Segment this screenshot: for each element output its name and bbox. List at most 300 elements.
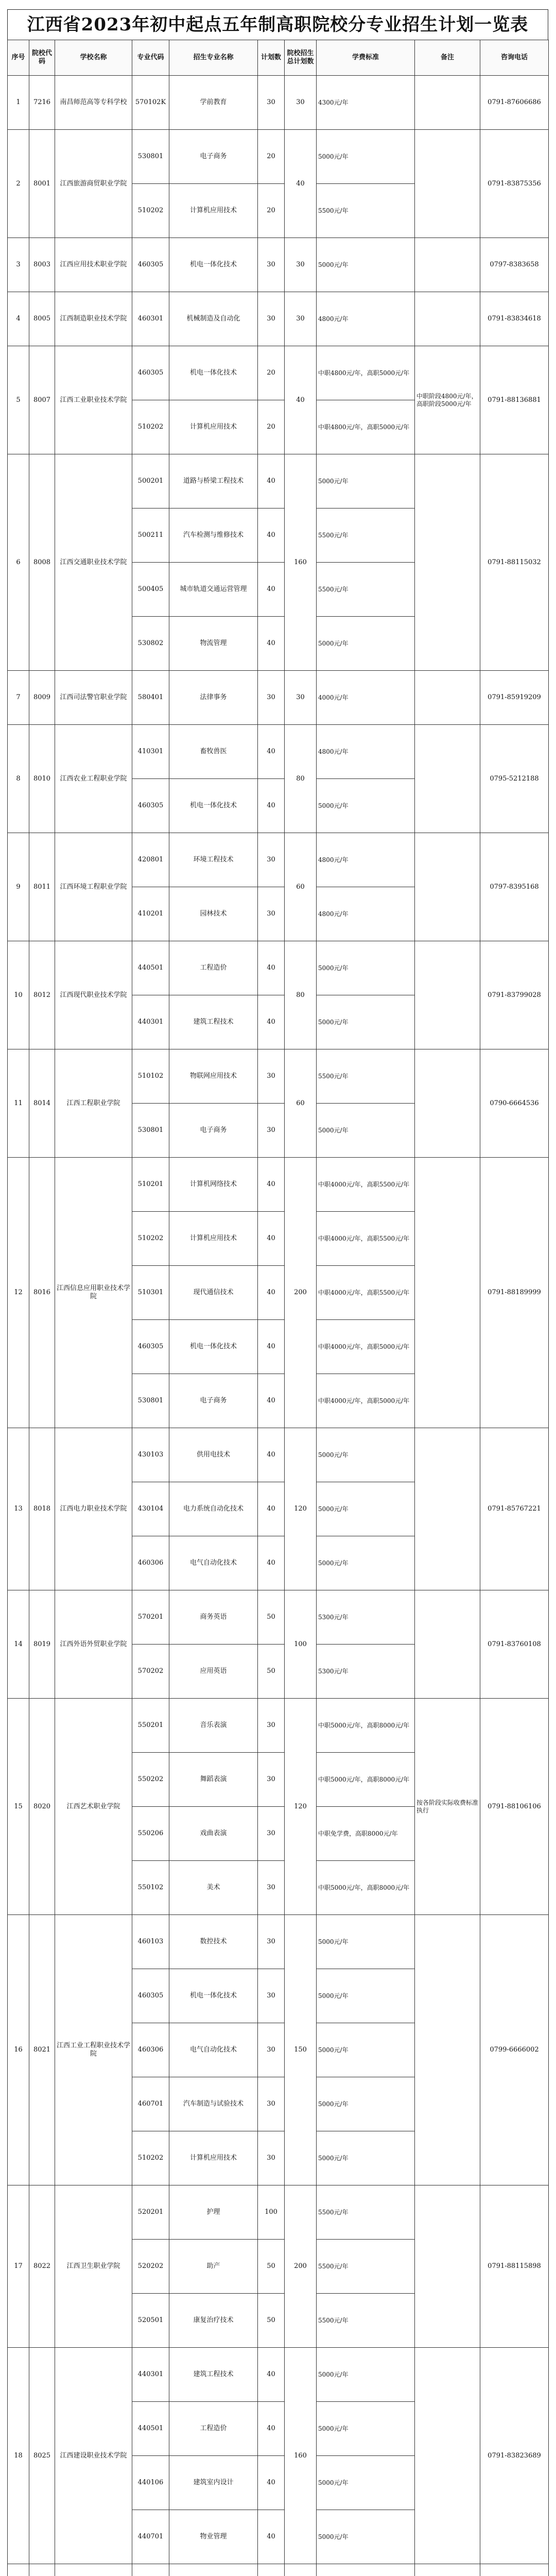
school-number-cell: 2	[8, 130, 29, 238]
major-name-cell: 汽车检测与维修技术	[169, 509, 258, 563]
major-code-cell: 440501	[132, 2402, 169, 2456]
school-total-cell: 160	[285, 454, 317, 671]
major-name-cell: 数控技术	[169, 1915, 258, 1969]
plan-count-cell: 30	[258, 1969, 285, 2023]
tuition-cell: 5000元/年	[317, 2077, 415, 2131]
table-row	[8, 1915, 549, 1969]
major-name-cell: 音乐表演	[169, 1699, 258, 1753]
school-code-cell: 8003	[29, 238, 55, 292]
major-name-cell: 应用英语	[169, 1645, 258, 1699]
plan-count-cell: 30	[258, 2131, 285, 2185]
plan-count-cell: 40	[258, 1212, 285, 1266]
plan-count-cell: 30	[258, 887, 285, 941]
phone-cell: 0791-85767221	[480, 1428, 549, 1590]
school-code-cell: 8020	[29, 1699, 55, 1915]
school-total-cell: 120	[285, 1699, 317, 1915]
plan-count-cell: 40	[258, 2510, 285, 2564]
major-code-cell: 510202	[132, 2131, 169, 2185]
major-name-cell: 计算机应用技术	[169, 1212, 258, 1266]
plan-count-cell: 30	[258, 1753, 285, 1807]
tuition-cell: 5000元/年	[317, 617, 415, 671]
major-name-cell: 护理	[169, 2185, 258, 2240]
tuition-cell: 中职4800元/年，高职5000元/年	[317, 400, 415, 454]
major-code-cell: 530802	[132, 617, 169, 671]
school-code-cell: 8019	[29, 1590, 55, 1699]
major-name-cell: 电力系统自动化技术	[169, 1482, 258, 1536]
tuition-cell: 5000元/年	[317, 2348, 415, 2402]
major-name-cell: 建筑工程技术	[169, 2348, 258, 2402]
tuition-cell: 4000元/年	[317, 671, 415, 725]
major-name-cell: 机电一体化技术	[169, 346, 258, 400]
plan-count-cell: 30	[258, 833, 285, 887]
plan-count-cell: 20	[258, 400, 285, 454]
school-number-cell: 11	[8, 1049, 29, 1158]
phone-cell: 0790-6664536	[480, 1049, 549, 1158]
table-row	[8, 2185, 549, 2240]
school-total-cell: 160	[285, 2348, 317, 2564]
plan-count-cell: 30	[258, 1861, 285, 1915]
major-name-cell: 电子商务	[169, 1104, 258, 1158]
table-row	[8, 1590, 549, 1645]
school-code-cell: 8012	[29, 941, 55, 1049]
plan-count-cell: 40	[258, 725, 285, 779]
school-name-cell: 江西外语外贸职业学院	[55, 1590, 132, 1699]
phone-cell: 0799-6666002	[480, 1915, 549, 2185]
major-code-cell: 500201	[132, 454, 169, 509]
school-name-cell: 江西工业工程职业技术学院	[55, 1915, 132, 2185]
major-code-cell: 440106	[132, 2456, 169, 2510]
school-code-cell: 7216	[29, 76, 55, 130]
school-number-cell: 6	[8, 454, 29, 671]
school-total-cell: 40	[285, 130, 317, 238]
plan-count-cell: 40	[258, 2456, 285, 2510]
tuition-cell: 中职4000元/年，高职5500元/年	[317, 1266, 415, 1320]
phone-cell: 0791-83834618	[480, 292, 549, 346]
major-code-cell: 550206	[132, 1807, 169, 1861]
major-name-cell: 环境工程技术	[169, 833, 258, 887]
major-code-cell: 460305	[132, 1969, 169, 2023]
table-row	[8, 346, 549, 400]
plan-count-cell: 40	[258, 779, 285, 833]
major-code-cell: 460103	[132, 1915, 169, 1969]
major-name-cell: 电气自动化技术	[169, 1536, 258, 1590]
plan-count-cell: 30	[258, 671, 285, 725]
school-number-cell: 10	[8, 941, 29, 1049]
tuition-cell: 5500元/年	[317, 2240, 415, 2294]
tuition-cell: 4300元/年	[317, 76, 415, 130]
school-code-cell: 8018	[29, 1428, 55, 1590]
school-name-cell	[55, 2564, 132, 2576]
plan-count-cell: 40	[258, 1482, 285, 1536]
remark-cell	[415, 941, 480, 1049]
major-name-cell: 电子商务	[169, 130, 258, 184]
school-name-cell: 江西环境工程职业学院	[55, 833, 132, 941]
table-header-row	[8, 40, 549, 76]
school-code-cell: 8021	[29, 1915, 55, 2185]
school-name-cell: 江西司法警官职业学院	[55, 671, 132, 725]
plan-count-cell	[258, 2564, 285, 2576]
major-code-cell: 410301	[132, 725, 169, 779]
plan-count-cell: 30	[258, 292, 285, 346]
tuition-cell: 中职4000元/年，高职5500元/年	[317, 1158, 415, 1212]
table-row	[8, 671, 549, 725]
school-name-cell: 南昌师范高等专科学校	[55, 76, 132, 130]
school-number-cell: 14	[8, 1590, 29, 1699]
school-total-cell: 40	[285, 346, 317, 454]
plan-count-cell: 50	[258, 2240, 285, 2294]
major-code-cell: 520201	[132, 2185, 169, 2240]
tuition-cell: 中职免学费，高职8000元/年	[317, 1807, 415, 1861]
tuition-cell: 4800元/年	[317, 292, 415, 346]
major-code-cell: 550201	[132, 1699, 169, 1753]
table-row	[8, 130, 549, 184]
table-row	[8, 76, 549, 130]
tuition-cell: 5500元/年	[317, 509, 415, 563]
major-code-cell: 460306	[132, 1536, 169, 1590]
major-name-cell: 机电一体化技术	[169, 779, 258, 833]
phone-cell: 0791-88136881	[480, 346, 549, 454]
tuition-cell: 5000元/年	[317, 995, 415, 1049]
major-name-cell	[169, 2564, 258, 2576]
tuition-cell: 5000元/年	[317, 1969, 415, 2023]
tuition-cell: 5300元/年	[317, 1645, 415, 1699]
remark-cell	[415, 2564, 480, 2576]
major-name-cell: 工程造价	[169, 941, 258, 995]
school-number-cell	[8, 2564, 29, 2576]
enrollment-plan-table	[7, 40, 549, 2576]
plan-count-cell: 40	[258, 1374, 285, 1428]
school-total-cell: 120	[285, 1428, 317, 1590]
remark-cell: 按各阶段实际收费标准执行	[415, 1699, 480, 1915]
remark-cell	[415, 725, 480, 833]
tuition-cell: 中职5000元/年，高职8000元/年	[317, 1699, 415, 1753]
plan-count-cell: 30	[258, 2023, 285, 2077]
major-name-cell: 供用电技术	[169, 1428, 258, 1482]
major-code-cell: 420801	[132, 833, 169, 887]
document-title: 江西省2023年初中起点五年制高职院校分专业招生计划一览表	[7, 9, 548, 40]
header-cell: 计划数	[258, 40, 285, 76]
phone-cell: 0791-88115898	[480, 2185, 549, 2348]
school-number-cell: 18	[8, 2348, 29, 2564]
tuition-cell: 5000元/年	[317, 1536, 415, 1590]
school-number-cell: 4	[8, 292, 29, 346]
phone-cell: 0795-5212188	[480, 725, 549, 833]
header-cell: 序号	[8, 40, 29, 76]
school-code-cell	[29, 2564, 55, 2576]
school-name-cell: 江西旅游商贸职业学院	[55, 130, 132, 238]
phone-cell: 0797-8395168	[480, 833, 549, 941]
major-code-cell: 510202	[132, 1212, 169, 1266]
remark-cell	[415, 1915, 480, 2185]
tuition-cell: 5000元/年	[317, 1482, 415, 1536]
remark-cell	[415, 130, 480, 238]
major-name-cell: 物业管理	[169, 2510, 258, 2564]
major-code-cell: 520202	[132, 2240, 169, 2294]
plan-count-cell: 40	[258, 1320, 285, 1374]
school-name-cell: 江西应用技术职业学院	[55, 238, 132, 292]
header-cell: 专业代码	[132, 40, 169, 76]
major-name-cell: 建筑室内设计	[169, 2456, 258, 2510]
major-name-cell: 计算机应用技术	[169, 400, 258, 454]
phone-cell: 0791-83823689	[480, 2348, 549, 2564]
school-total-cell: 60	[285, 833, 317, 941]
tuition-cell: 中职4000元/年，高职5000元/年	[317, 1320, 415, 1374]
major-name-cell: 畜牧兽医	[169, 725, 258, 779]
tuition-cell: 5000元/年	[317, 1104, 415, 1158]
school-code-cell: 8001	[29, 130, 55, 238]
major-code-cell: 460305	[132, 238, 169, 292]
plan-count-cell: 40	[258, 454, 285, 509]
tuition-cell: 5000元/年	[317, 1915, 415, 1969]
major-code-cell: 570201	[132, 1590, 169, 1645]
major-name-cell: 机电一体化技术	[169, 1320, 258, 1374]
major-name-cell: 法律事务	[169, 671, 258, 725]
major-name-cell: 园林技术	[169, 887, 258, 941]
table-row	[8, 2564, 549, 2576]
major-code-cell: 510202	[132, 400, 169, 454]
phone-cell: 0791-85919209	[480, 671, 549, 725]
tuition-cell: 5000元/年	[317, 1428, 415, 1482]
major-code-cell: 580401	[132, 671, 169, 725]
plan-count-cell: 30	[258, 1699, 285, 1753]
major-code-cell: 440301	[132, 2348, 169, 2402]
school-name-cell: 江西农业工程职业学院	[55, 725, 132, 833]
major-name-cell: 城市轨道交通运营管理	[169, 563, 258, 617]
tuition-cell: 5500元/年	[317, 184, 415, 238]
major-code-cell	[132, 2564, 169, 2576]
plan-count-cell: 30	[258, 1049, 285, 1104]
tuition-cell: 4800元/年	[317, 725, 415, 779]
tuition-cell	[317, 2564, 415, 2576]
school-code-cell: 8022	[29, 2185, 55, 2348]
tuition-cell: 5000元/年	[317, 2456, 415, 2510]
school-number-cell: 12	[8, 1158, 29, 1428]
major-code-cell: 510102	[132, 1049, 169, 1104]
table-row	[8, 725, 549, 779]
major-name-cell: 戏曲表演	[169, 1807, 258, 1861]
phone-cell: 0791-83760108	[480, 1590, 549, 1699]
tuition-cell: 5500元/年	[317, 2185, 415, 2240]
header-cell: 学费标准	[317, 40, 415, 76]
school-number-cell: 1	[8, 76, 29, 130]
table-row	[8, 1428, 549, 1482]
tuition-cell: 5000元/年	[317, 2023, 415, 2077]
major-code-cell: 500405	[132, 563, 169, 617]
table-row	[8, 238, 549, 292]
header-cell: 备注	[415, 40, 480, 76]
header-cell: 招生专业名称	[169, 40, 258, 76]
major-code-cell: 460305	[132, 779, 169, 833]
school-name-cell: 江西卫生职业学院	[55, 2185, 132, 2348]
major-name-cell: 电气自动化技术	[169, 2023, 258, 2077]
header-cell: 学校名称	[55, 40, 132, 76]
tuition-cell: 5000元/年	[317, 779, 415, 833]
school-number-cell: 3	[8, 238, 29, 292]
plan-count-cell: 30	[258, 1807, 285, 1861]
tuition-cell: 5000元/年	[317, 2510, 415, 2564]
phone-cell: 0797-8383658	[480, 238, 549, 292]
remark-cell	[415, 1049, 480, 1158]
major-name-cell: 物流管理	[169, 617, 258, 671]
plan-count-cell: 40	[258, 509, 285, 563]
phone-cell: 0791-87606686	[480, 76, 549, 130]
document-page	[7, 9, 548, 2576]
school-number-cell: 5	[8, 346, 29, 454]
major-code-cell: 510201	[132, 1158, 169, 1212]
major-code-cell: 410201	[132, 887, 169, 941]
school-code-cell: 8011	[29, 833, 55, 941]
major-code-cell: 530801	[132, 130, 169, 184]
tuition-cell: 5000元/年	[317, 454, 415, 509]
plan-count-cell: 20	[258, 184, 285, 238]
major-name-cell: 现代通信技术	[169, 1266, 258, 1320]
plan-count-cell: 40	[258, 2402, 285, 2456]
table-row	[8, 1699, 549, 1753]
plan-count-cell: 20	[258, 130, 285, 184]
major-code-cell: 460701	[132, 2077, 169, 2131]
major-name-cell: 计算机应用技术	[169, 184, 258, 238]
major-code-cell: 550102	[132, 1861, 169, 1915]
tuition-cell: 5000元/年	[317, 238, 415, 292]
school-code-cell: 8007	[29, 346, 55, 454]
remark-cell	[415, 1590, 480, 1699]
major-code-cell: 430103	[132, 1428, 169, 1482]
major-code-cell: 440701	[132, 2510, 169, 2564]
school-name-cell: 江西工业职业技术学院	[55, 346, 132, 454]
major-name-cell: 建筑工程技术	[169, 995, 258, 1049]
major-name-cell: 工程造价	[169, 2402, 258, 2456]
plan-count-cell: 40	[258, 1158, 285, 1212]
remark-cell	[415, 76, 480, 130]
school-name-cell: 江西工程职业学院	[55, 1049, 132, 1158]
tuition-cell: 中职5000元/年，高职8000元/年	[317, 1861, 415, 1915]
plan-count-cell: 40	[258, 995, 285, 1049]
plan-count-cell: 40	[258, 1266, 285, 1320]
plan-count-cell: 50	[258, 1645, 285, 1699]
school-name-cell: 江西现代职业技术学院	[55, 941, 132, 1049]
plan-count-cell: 30	[258, 1104, 285, 1158]
school-name-cell: 江西艺术职业学院	[55, 1699, 132, 1915]
major-code-cell: 440301	[132, 995, 169, 1049]
major-code-cell: 570202	[132, 1645, 169, 1699]
major-name-cell: 机电一体化技术	[169, 238, 258, 292]
major-name-cell: 机械制造及自动化	[169, 292, 258, 346]
school-name-cell: 江西电力职业技术学院	[55, 1428, 132, 1590]
phone-cell	[480, 2564, 549, 2576]
header-cell: 院校代码	[29, 40, 55, 76]
major-name-cell: 道路与桥梁工程技术	[169, 454, 258, 509]
school-total-cell: 100	[285, 1590, 317, 1699]
remark-cell	[415, 671, 480, 725]
phone-cell: 0791-88189999	[480, 1158, 549, 1428]
school-code-cell: 8014	[29, 1049, 55, 1158]
phone-cell: 0791-88115032	[480, 454, 549, 671]
plan-count-cell: 40	[258, 941, 285, 995]
school-code-cell: 8025	[29, 2348, 55, 2564]
school-number-cell: 9	[8, 833, 29, 941]
school-total-cell: 80	[285, 725, 317, 833]
major-code-cell: 460301	[132, 292, 169, 346]
major-code-cell: 550202	[132, 1753, 169, 1807]
tuition-cell: 5000元/年	[317, 130, 415, 184]
tuition-cell: 5500元/年	[317, 1049, 415, 1104]
school-number-cell: 17	[8, 2185, 29, 2348]
major-code-cell: 510202	[132, 184, 169, 238]
plan-count-cell: 40	[258, 2348, 285, 2402]
major-name-cell: 机电一体化技术	[169, 1969, 258, 2023]
major-name-cell: 物联网应用技术	[169, 1049, 258, 1104]
remark-cell	[415, 1428, 480, 1590]
school-number-cell: 16	[8, 1915, 29, 2185]
school-total-cell: 80	[285, 941, 317, 1049]
major-code-cell: 570102K	[132, 76, 169, 130]
school-total-cell: 30	[285, 76, 317, 130]
table-row	[8, 2348, 549, 2402]
plan-count-cell: 20	[258, 346, 285, 400]
major-name-cell: 计算机网络技术	[169, 1158, 258, 1212]
school-name-cell: 江西建设职业技术学院	[55, 2348, 132, 2564]
school-total-cell: 200	[285, 1158, 317, 1428]
remark-cell	[415, 238, 480, 292]
major-code-cell: 460305	[132, 346, 169, 400]
plan-count-cell: 30	[258, 1915, 285, 1969]
school-code-cell: 8008	[29, 454, 55, 671]
plan-count-cell: 40	[258, 1428, 285, 1482]
plan-count-cell: 50	[258, 2294, 285, 2348]
table-row	[8, 941, 549, 995]
table-row	[8, 454, 549, 509]
plan-count-cell: 40	[258, 563, 285, 617]
remark-cell	[415, 2348, 480, 2564]
major-name-cell: 美术	[169, 1861, 258, 1915]
tuition-cell: 5300元/年	[317, 1590, 415, 1645]
tuition-cell: 5000元/年	[317, 2131, 415, 2185]
school-code-cell: 8009	[29, 671, 55, 725]
school-name-cell: 江西制造职业技术学院	[55, 292, 132, 346]
school-number-cell: 13	[8, 1428, 29, 1590]
table-row	[8, 292, 549, 346]
plan-count-cell: 40	[258, 1536, 285, 1590]
plan-count-cell: 100	[258, 2185, 285, 2240]
major-name-cell: 助产	[169, 2240, 258, 2294]
table-body	[8, 76, 549, 2576]
school-name-cell: 江西交通职业技术学院	[55, 454, 132, 671]
plan-count-cell: 50	[258, 1590, 285, 1645]
major-name-cell: 学前教育	[169, 76, 258, 130]
major-code-cell: 460306	[132, 2023, 169, 2077]
school-total-cell: 30	[285, 238, 317, 292]
major-code-cell: 520501	[132, 2294, 169, 2348]
tuition-cell: 5500元/年	[317, 2294, 415, 2348]
school-total-cell	[285, 2564, 317, 2576]
remark-cell	[415, 454, 480, 671]
major-code-cell: 500211	[132, 509, 169, 563]
school-name-cell: 江西信息应用职业技术学院	[55, 1158, 132, 1428]
school-code-cell: 8010	[29, 725, 55, 833]
header-cell: 咨询电话	[480, 40, 549, 76]
major-code-cell: 530801	[132, 1104, 169, 1158]
tuition-cell: 中职4000元/年，高职5500元/年	[317, 1212, 415, 1266]
plan-count-cell: 30	[258, 2077, 285, 2131]
major-code-cell: 460305	[132, 1320, 169, 1374]
school-number-cell: 8	[8, 725, 29, 833]
school-total-cell: 200	[285, 2185, 317, 2348]
plan-count-cell: 40	[258, 617, 285, 671]
tuition-cell: 中职4800元/年，高职5000元/年	[317, 346, 415, 400]
school-code-cell: 8005	[29, 292, 55, 346]
tuition-cell: 5500元/年	[317, 563, 415, 617]
school-code-cell: 8016	[29, 1158, 55, 1428]
